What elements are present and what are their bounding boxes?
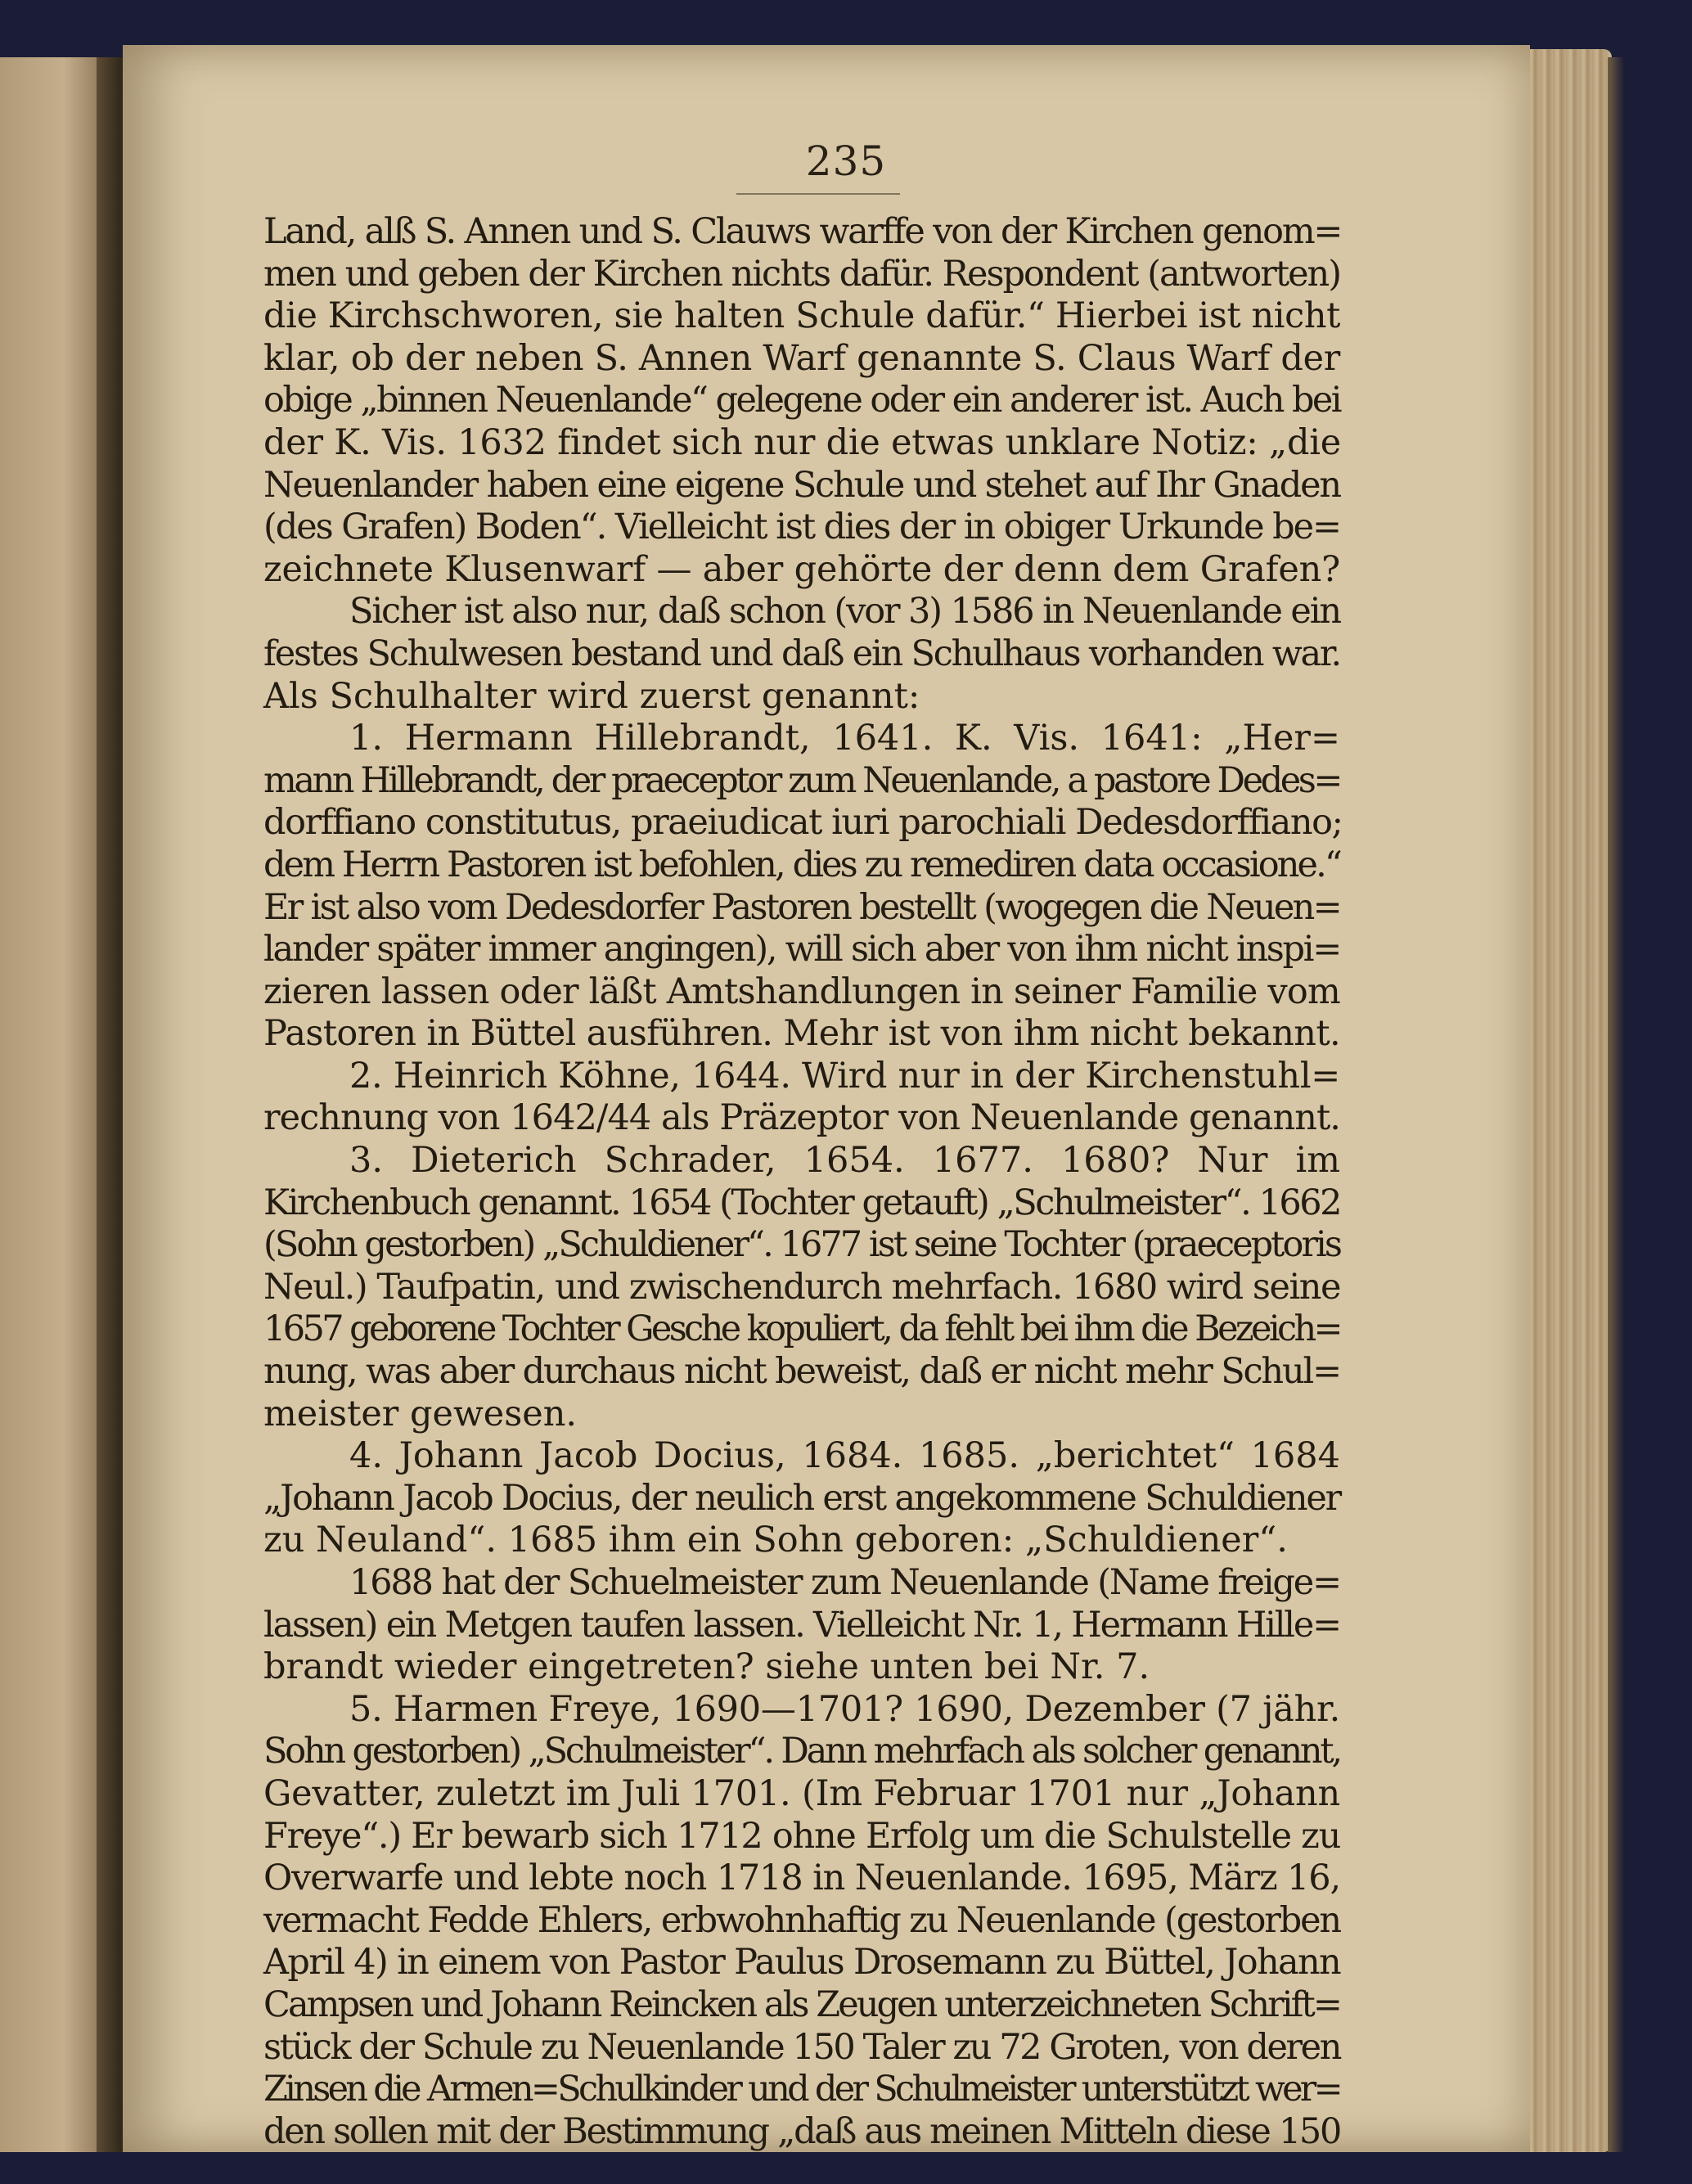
text-line: „Johann Jacob Docius, der neulich erst angekommene Schuldiener: [263, 1477, 1340, 1519]
text-line: 2. Heinrich Köhne, 1644. Wird nur in der Kirchenstuhl=: [349, 1055, 1340, 1097]
text-line: Zinsen die Armen=Schulkinder und der Schulmeister unterstützt wer=: [263, 2069, 1340, 2110]
text-line: zu Neuland“. 1685 ihm ein Sohn geboren: „Schuldiener“.: [263, 1520, 1288, 1561]
text-line: dorffiano constitutus, praeiudicat iuri parochiali Dedesdorffiano;: [263, 802, 1343, 844]
text-line: 5. Harmen Freye, 1690—1701? 1690, Dezember (7 jähr.: [349, 1688, 1340, 1730]
text-line: Campsen und Johann Reincken als Zeugen unterzeichneten Schrift=: [263, 1984, 1340, 2025]
text-line: 3. Dieterich Schrader, 1654. 1677. 1680? Nur im: [349, 1140, 1340, 1182]
left-page: [0, 57, 106, 2152]
text-line: die Kirchschworen, sie halten Schule dafür.“ Hierbei ist nicht: [263, 295, 1340, 337]
text-line: der K. Vis. 1632 findet sich nur die etwas unklare Notiz: „die: [263, 421, 1341, 463]
text-line: (Sohn gestorben) „Schuldiener“. 1677 ist seine Tochter (praeceptoris: [263, 1224, 1340, 1266]
text-line: April 4) in einem von Pastor Paulus Drosemann zu Büttel, Johann: [263, 1942, 1340, 1984]
text-line: Overwarfe und lebte noch 1718 in Neuenlande. 1695, März 16,: [263, 1858, 1340, 1899]
text-line: Land, alß S. Annen und S. Clauws warffe von der Kirchen genom=: [263, 211, 1342, 252]
text-line: 1657 geborene Tochter Gesche kopuliert, da fehlt bei ihm die Bezeich=: [263, 1308, 1340, 1350]
text-line: Pastoren in Büttel ausführen. Mehr ist von ihm nicht bekannt.: [263, 1013, 1340, 1055]
text-line: stück der Schule zu Neuenlande 150 Taler zu 72 Groten, von deren: [263, 2026, 1340, 2068]
text-line: Kirchenbuch genannt. 1654 (Tochter getauft) „Schulmeister“. 1662: [263, 1182, 1340, 1223]
text-line: meister gewesen.: [263, 1393, 578, 1434]
page-number-rule: [736, 193, 900, 195]
text-line: vermacht Fedde Ehlers, erbwohnhaftig zu Neuenlande (gestorben: [263, 1899, 1340, 1941]
text-line: Gevatter, zuletzt im Juli 1701. (Im Februar 1701 nur „Johann: [263, 1772, 1340, 1814]
text-line: den sollen mit der Bestimmung „daß aus meinen Mitteln diese 150: [263, 2110, 1340, 2152]
text-line: lander später immer angingen), will sich aber von ihm nicht inspi=: [263, 929, 1340, 970]
text-line: rechnung von 1642/44 als Präzeptor von Neuenlande genannt.: [263, 1097, 1340, 1139]
text-line: lassen) ein Metgen taufen lassen. Vielleicht Nr. 1, Hermann Hille=: [263, 1604, 1340, 1646]
text-line: zeichnete Klusenwarf — aber gehörte der denn dem Grafen?: [263, 548, 1340, 590]
page-text: [263, 211, 1343, 2153]
text-line: obige „binnen Neuenlande“ gelegene oder ein anderer ist. Auch bei: [263, 380, 1340, 421]
text-line: klar, ob der neben S. Annen Warf genannte S. Claus Warf der: [263, 337, 1340, 379]
text-line: mann Hillebrandt, der praeceptor zum Neuenlande, a pastore Dedes=: [263, 759, 1340, 801]
text-line: (des Grafen) Boden“. Vielleicht ist dies der in obiger Urkunde be=: [263, 507, 1340, 548]
text-line: Er ist also vom Dedesdorfer Pastoren bestellt (wogegen die Neuen=: [263, 886, 1340, 928]
text-line: 1688 hat der Schuelmeister zum Neuenlande (Name freige=: [349, 1562, 1340, 1603]
text-line: 1. Hermann Hillebrandt, 1641. K. Vis. 1641: „Her=: [349, 718, 1340, 759]
text-line: Freye“.) Er bewarb sich 1712 ohne Erfolg um die Schulstelle zu: [263, 1815, 1340, 1857]
text-line: Sohn gestorben) „Schulmeister“. Dann mehrfach als solcher genannt,: [263, 1731, 1340, 1772]
page-stack-shadow: [1608, 57, 1624, 2152]
text-line: Neuenlander haben eine eigene Schule und stehet auf Ihr Gnaden: [263, 464, 1340, 506]
text-line: nung, was aber durchaus nicht beweist, daß er nicht mehr Schul=: [263, 1351, 1340, 1393]
text-line: men und geben der Kirchen nichts dafür. Respondent (antworten): [263, 253, 1340, 295]
text-line: Sicher ist also nur, daß schon (vor 3) 1586 in Neuenlande ein: [349, 591, 1340, 633]
text-line: Neul.) Taufpatin, und zwischendurch mehrfach. 1680 wird seine: [263, 1266, 1340, 1308]
left-page-edge: [97, 57, 123, 2152]
text-line: dem Herrn Pastoren ist befohlen, dies zu remediren data occasione.“: [263, 844, 1340, 885]
text-line: 4. Johann Jacob Docius, 1684. 1685. „berichtet“ 1684: [349, 1435, 1340, 1477]
text-line: brandt wieder eingetreten? siehe unten bei Nr. 7.: [263, 1646, 1150, 1688]
text-line: Als Schulhalter wird zuerst genannt:: [263, 675, 920, 717]
text-line: festes Schulwesen bestand und daß ein Schulhaus vorhanden war.: [263, 633, 1340, 674]
page-number: 235: [805, 137, 887, 185]
text-line: zieren lassen oder läßt Amtshandlungen in seiner Familie vom: [263, 970, 1340, 1012]
